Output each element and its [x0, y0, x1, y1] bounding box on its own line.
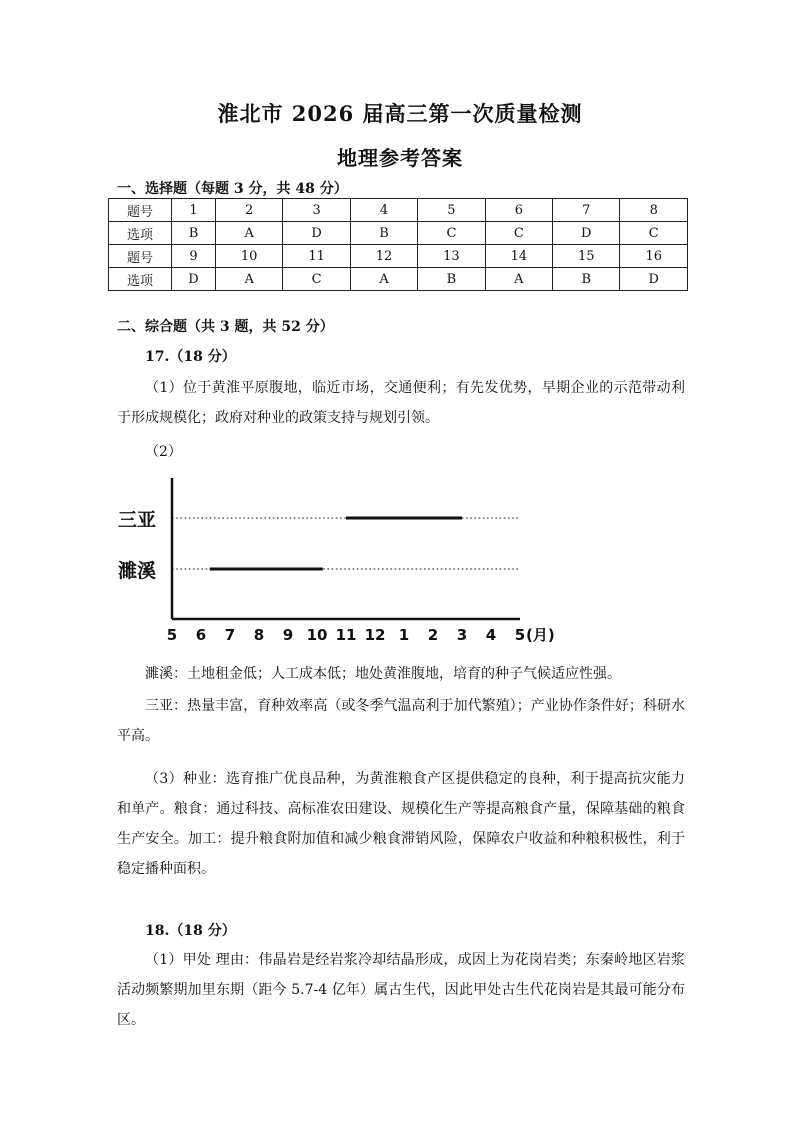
tick-label: 10 [306, 626, 328, 644]
table-cell: A [350, 268, 417, 291]
table-cell: D [553, 222, 620, 245]
tick-label: 4 [485, 626, 497, 644]
table-cell: B [418, 268, 485, 291]
table-row [109, 268, 688, 291]
table-cell: 7 [553, 199, 620, 222]
table-cell: 16 [620, 245, 688, 268]
tick-label: 5 [514, 626, 526, 644]
tick-label: 9 [282, 626, 294, 644]
table-cell: A [485, 268, 552, 291]
table-cell: 3 [283, 199, 350, 222]
table-row [109, 222, 688, 245]
tick-label: 7 [224, 626, 236, 644]
table-cell: C [418, 222, 485, 245]
table-cell: B [553, 268, 620, 291]
table-cell: 9 [172, 245, 216, 268]
tick-label: 1 [398, 626, 410, 644]
table-cell: 10 [215, 245, 282, 268]
row-label-cell: 选项 [109, 222, 172, 245]
q18-part1: （1）甲处 理由：伟晶岩是经岩浆冷却结晶形成，成因上为花岗岩类；东秦岭地区岩浆活动频繁期加里东期（距今 5.7-4 亿年）属古生代，因此甲处古生代花岗岩是其最可能分布区。 [117, 952, 685, 1028]
q17-part1: （1）位于黄淮平原腹地，临近市场，交通便利；有先发优势，早期企业的示范带动利于形成规模化；政府对种业的政策支持与规划引领。 [117, 380, 685, 426]
tick-label: 6 [195, 626, 207, 644]
table-cell: B [350, 222, 417, 245]
table-cell: 1 [172, 199, 216, 222]
document-title: 淮北市 2026 届高三第一次质量检测 [217, 101, 583, 126]
row-label-cell: 题号 [109, 199, 172, 222]
table-cell: 5 [418, 199, 485, 222]
q17-part2-label: （2） [145, 444, 182, 460]
table-cell: C [485, 222, 552, 245]
tick-label: 12 [364, 626, 386, 644]
table-row [109, 245, 688, 268]
q17-heading: 17.（18 分） [145, 349, 236, 365]
row-label: 濉溪 [118, 560, 157, 582]
table-cell: C [283, 268, 350, 291]
table-cell: 6 [485, 199, 552, 222]
tick-label: 5 [166, 626, 178, 644]
table-cell: D [283, 222, 350, 245]
table-cell: C [620, 222, 688, 245]
answer-table [108, 198, 688, 291]
table-cell: 13 [418, 245, 485, 268]
q17-part3: （3）种业：选育推广优良品种，为黄淮粮食产区提供稳定的良种，利于提高抗灾能力和单产。粮食：通过科技、高标准农田建设、规模化生产等提高粮食产量，保障基础的粮食生产安全。加工：提升粮食附加值和减少粮食滞销风险，保障农户收益和种粮积极性，利于稳定播种面积。 [117, 771, 685, 877]
table-cell: B [172, 222, 216, 245]
table-cell: 8 [620, 199, 688, 222]
tick-label: 8 [253, 626, 265, 644]
table-cell: D [172, 268, 216, 291]
tick-label: 11 [335, 626, 357, 644]
section2-heading: 二、综合题（共 3 题，共 52 分） [117, 319, 334, 335]
growing-period-chart [110, 476, 555, 648]
q17-sanya-reasons: 三亚：热量丰富，育种效率高（或冬季气温高利于加代繁殖）；产业协作条件好；科研水平高。 [117, 698, 685, 744]
row-label-cell: 题号 [109, 245, 172, 268]
table-cell: 4 [350, 199, 417, 222]
table-cell: A [215, 222, 282, 245]
q17-suixi-reasons: 濉溪：土地租金低；人工成本低；地处黄淮腹地，培育的种子气候适应性强。 [145, 666, 621, 682]
table-cell: 12 [350, 245, 417, 268]
q18-heading: 18.（18 分） [145, 923, 236, 939]
table-cell: A [215, 268, 282, 291]
row-label-cell: 选项 [109, 268, 172, 291]
document-subtitle: 地理参考答案 [337, 146, 463, 170]
row-label: 三亚 [118, 509, 157, 531]
section1-heading: 一、选择题（每题 3 分，共 48 分） [117, 181, 348, 197]
table-row [109, 199, 688, 222]
table-cell: 14 [485, 245, 552, 268]
table-cell: D [620, 268, 688, 291]
table-cell: 2 [215, 199, 282, 222]
x-axis-label: (月) [526, 626, 555, 644]
table-cell: 11 [283, 245, 350, 268]
table-cell: 15 [553, 245, 620, 268]
tick-label: 3 [456, 626, 468, 644]
tick-label: 2 [427, 626, 439, 644]
